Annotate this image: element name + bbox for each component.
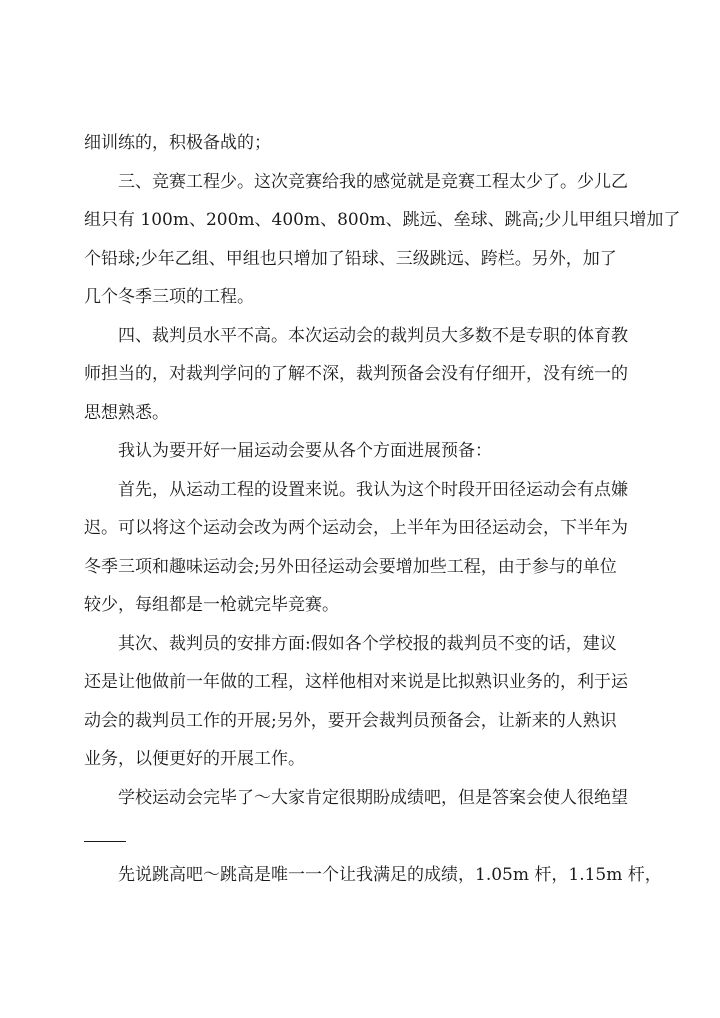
text-line: 先说跳高吧～跳高是唯一一个让我满足的成绩，1.05m 杆，1.15m 杆， [118,864,662,885]
paragraph [84,856,662,895]
text-line: 还是让他做前一年做的工程，这样他相对来说是比拟熟识业务的，利于运 [84,672,628,692]
text-line: 细训练的，积极备战的； [84,133,271,153]
text-line: 组只有 100m、200m、400m、800m、跳远、垒球、跳高;少儿甲组只增加了 [84,210,681,230]
paragraph [84,317,636,433]
text-line: 学校运动会完毕了～大家肯定很期盼成绩吧，但是答案会使人很绝望 [118,787,628,808]
text-line: 几个冬季三项的工程。 [84,287,254,307]
text-line: 四、裁判员水平不高。本次运动会的裁判员大多数不是专职的体育教 [118,325,628,346]
paragraph [84,779,636,856]
document-body [84,124,681,894]
text-line: 迟。可以将这个运动会改为两个运动会，上半年为田径运动会，下半年为 [84,518,628,538]
text-line: 其次、裁判员的安排方面:假如各个学校报的裁判员不变的话，建议 [118,633,617,654]
text-line: 首先，从运动工程的设置来说。我认为这个时段开田径运动会有点嫌 [118,479,628,500]
text-line: 我认为要开好一届运动会要从各个方面进展预备： [118,441,492,461]
text-line: 业务，以便更好的开展工作。 [84,749,305,769]
text-line: 个铅球;少年乙组、甲组也只增加了铅球、三级跳远、跨栏。另外，加了 [84,248,617,269]
text-line: 冬季三项和趣味运动会;另外田径运动会要增加些工程，由于参与的单位 [84,556,617,577]
paragraph [84,163,681,317]
em-dash-mark [84,841,126,842]
paragraph [84,124,636,163]
paragraph [84,471,636,625]
paragraph [84,432,636,471]
text-line: 三、竞赛工程少。这次竞赛给我的感觉就是竞赛工程太少了。少儿乙 [118,171,628,192]
text-line: 动会的裁判员工作的开展;另外，要开会裁判员预备会，让新来的人熟识 [84,710,617,731]
text-line: 师担当的，对裁判学问的了解不深，裁判预备会没有仔细开，没有统一的 [84,364,628,384]
paragraph [84,625,636,779]
text-line: 思想熟悉。 [84,402,169,423]
dash-rule [84,817,636,856]
text-line: 较少，每组都是一枪就完毕竞赛。 [84,595,339,615]
